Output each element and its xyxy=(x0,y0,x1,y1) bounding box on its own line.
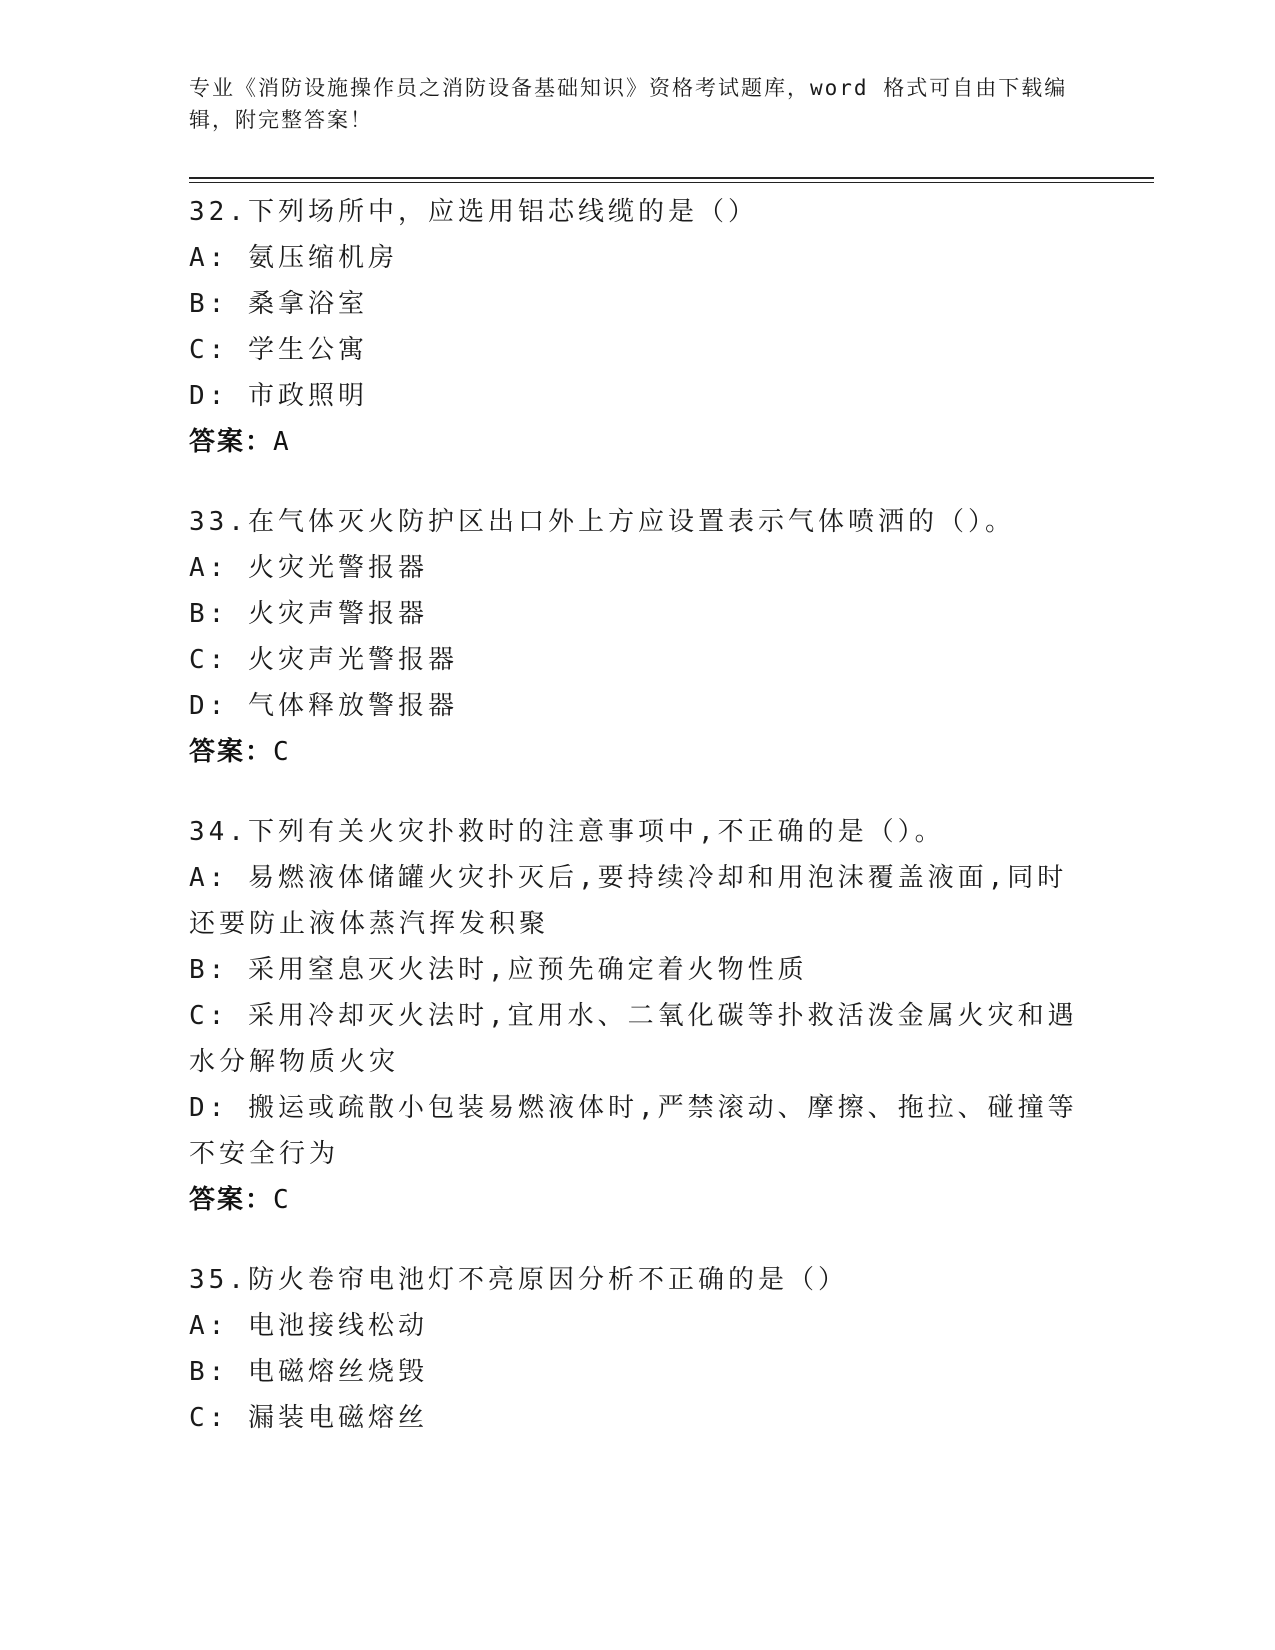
option-text: 搬运或疏散小包装易燃液体时,严禁滚动、摩擦、拖拉、碰撞等不安全行为 xyxy=(189,1093,1078,1169)
option-text: 火灾光警报器 xyxy=(247,553,428,583)
option-text: 采用窒息灭火法时,应预先确定着火物性质 xyxy=(247,955,808,985)
question-list xyxy=(189,189,1089,1475)
option-a xyxy=(189,855,1089,947)
option-b xyxy=(189,947,1089,993)
option-b xyxy=(189,1349,1089,1395)
option-text: 采用冷却灭火法时,宜用水、二氧化碳等扑救活泼金属火灾和遇水分解物质火灾 xyxy=(189,1001,1078,1077)
header-divider-thin xyxy=(189,182,1154,183)
option-letter: A: xyxy=(189,553,229,583)
answer-line xyxy=(189,419,1089,465)
option-text: 学生公寓 xyxy=(247,335,368,365)
answer-label: 答案： xyxy=(189,427,274,457)
document-header: 专业《消防设施操作员之消防设备基础知识》资格考试题库，word 格式可自由下载编辑，附完整答案！ xyxy=(189,76,1068,132)
option-letter: A: xyxy=(189,863,229,893)
option-a xyxy=(189,545,1089,591)
option-text: 易燃液体储罐火灾扑灭后,要持续冷却和用泡沫覆盖液面,同时还要防止液体蒸汽挥发积聚 xyxy=(189,863,1068,939)
option-c xyxy=(189,1395,1089,1441)
question-34 xyxy=(189,809,1089,1223)
question-stem: 35.防火卷帘电池灯不亮原因分析不正确的是（） xyxy=(189,1265,848,1295)
option-c xyxy=(189,327,1089,373)
option-letter: B: xyxy=(189,289,229,319)
option-letter: B: xyxy=(189,599,229,629)
option-text: 市政照明 xyxy=(247,381,368,411)
question-35 xyxy=(189,1257,1089,1441)
question-33 xyxy=(189,499,1089,775)
option-a xyxy=(189,1303,1089,1349)
option-letter: D: xyxy=(189,691,229,721)
option-b xyxy=(189,591,1089,637)
option-letter: A: xyxy=(189,243,229,273)
answer-line xyxy=(189,1177,1089,1223)
question-stem: 33.在气体灭火防护区出口外上方应设置表示气体喷洒的（）。 xyxy=(189,507,1015,537)
option-text: 电磁熔丝烧毁 xyxy=(247,1357,428,1387)
option-d xyxy=(189,373,1089,419)
option-a xyxy=(189,235,1089,281)
option-text: 电池接线松动 xyxy=(247,1311,428,1341)
option-d xyxy=(189,1085,1089,1177)
option-text: 桑拿浴室 xyxy=(247,289,368,319)
option-letter: C: xyxy=(189,1403,229,1433)
option-text: 氨压缩机房 xyxy=(247,243,398,273)
question-32 xyxy=(189,189,1089,465)
option-b xyxy=(189,281,1089,327)
answer-label: 答案： xyxy=(189,737,274,767)
question-stem: 34.下列有关火灾扑救时的注意事项中,不正确的是（）。 xyxy=(189,817,945,847)
answer-value: C xyxy=(273,1185,289,1215)
option-c xyxy=(189,637,1089,683)
option-letter: C: xyxy=(189,335,229,365)
option-letter: B: xyxy=(189,1357,229,1387)
option-text: 火灾声光警报器 xyxy=(247,645,458,675)
answer-value: A xyxy=(273,427,289,457)
option-letter: D: xyxy=(189,1093,229,1123)
option-d xyxy=(189,683,1089,729)
question-stem: 32.下列场所中，应选用铝芯线缆的是（） xyxy=(189,197,758,227)
answer-label: 答案： xyxy=(189,1185,274,1215)
answer-value: C xyxy=(273,737,289,767)
option-letter: A: xyxy=(189,1311,229,1341)
header-divider-thick xyxy=(189,177,1154,179)
answer-line xyxy=(189,729,1089,775)
option-letter: D: xyxy=(189,381,229,411)
option-text: 火灾声警报器 xyxy=(247,599,428,629)
option-letter: C: xyxy=(189,1001,229,1031)
option-letter: C: xyxy=(189,645,229,675)
option-c xyxy=(189,993,1089,1085)
option-letter: B: xyxy=(189,955,229,985)
option-text: 漏装电磁熔丝 xyxy=(247,1403,428,1433)
option-text: 气体释放警报器 xyxy=(247,691,458,721)
